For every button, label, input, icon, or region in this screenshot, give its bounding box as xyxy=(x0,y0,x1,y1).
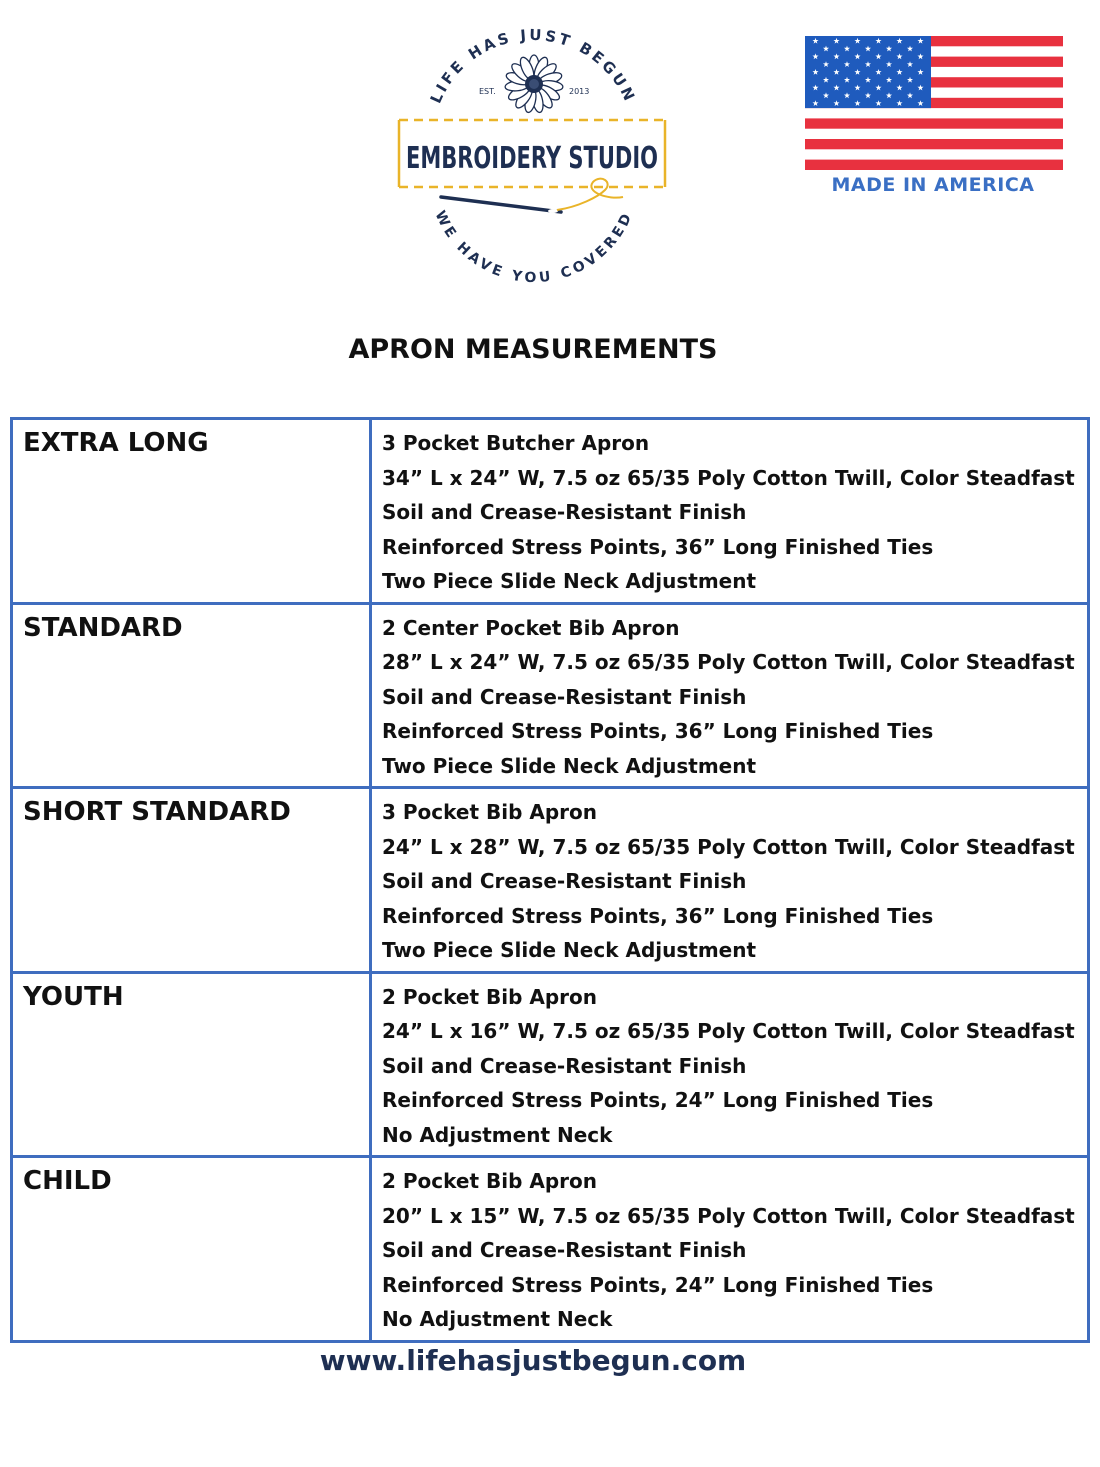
detail-line: 2 Center Pocket Bib Apron xyxy=(382,615,680,640)
detail-line: 3 Pocket Butcher Apron xyxy=(382,431,650,455)
size-name: STANDARD xyxy=(23,612,183,643)
size-name-cell xyxy=(12,603,371,788)
detail-line: Soil and Crease-Resistant Finish xyxy=(382,684,747,709)
size-details-cell xyxy=(371,603,1089,788)
size-row xyxy=(12,419,1089,604)
svg-text:2013: 2013 xyxy=(569,87,590,96)
detail-line: Two Piece Slide Neck Adjustment xyxy=(382,938,757,962)
size-row xyxy=(12,603,1089,788)
detail-line: Two Piece Slide Neck Adjustment xyxy=(382,569,757,593)
size-details-cell xyxy=(371,788,1089,973)
website-url: www.lifehasjustbegun.com xyxy=(319,1344,747,1377)
size-row xyxy=(12,1157,1089,1342)
svg-text:LIFE HAS JUST BEGUN: LIFE HAS JUST BEGUN xyxy=(426,25,640,107)
size-name: CHILD xyxy=(23,1166,112,1196)
svg-text:WE HAVE YOU COVERED: WE HAVE YOU COVERED xyxy=(431,208,637,284)
logo-graphic xyxy=(393,22,671,284)
size-name-cell xyxy=(12,788,371,973)
detail-line: 20” L x 15” W, 7.5 oz 65/35 Poly Cotton Twill, Color Steadfast xyxy=(382,1203,1075,1228)
apron-measurements-table xyxy=(10,417,1090,1343)
detail-line: Soil and Crease-Resistant Finish xyxy=(382,1053,747,1078)
made-in-america-badge xyxy=(800,36,1066,196)
detail-line: No Adjustment Neck xyxy=(382,1307,613,1331)
page-title: APRON MEASUREMENTS xyxy=(348,334,718,365)
size-name-cell xyxy=(12,972,371,1157)
detail-line: Two Piece Slide Neck Adjustment xyxy=(382,753,757,778)
svg-text:EMBROIDERY STUDIO: EMBROIDERY STUDIO xyxy=(406,141,658,176)
detail-line: 2 Pocket Bib Apron xyxy=(382,984,597,1009)
size-details-cell xyxy=(371,419,1089,604)
detail-line: Soil and Crease-Resistant Finish xyxy=(382,869,747,893)
detail-line: Soil and Crease-Resistant Finish xyxy=(382,1238,747,1262)
size-name: EXTRA LONG xyxy=(23,428,209,458)
detail-line: 24” L x 28” W, 7.5 oz 65/35 Poly Cotton Twill, Color Steadfast xyxy=(382,834,1075,859)
detail-line: 24” L x 16” W, 7.5 oz 65/35 Poly Cotton Twill, Color Steadfast xyxy=(382,1019,1075,1043)
made-in-america-label: MADE IN AMERICA xyxy=(831,174,1035,196)
detail-line: 34” L x 24” W, 7.5 oz 65/35 Poly Cotton Twill, Color Steadfast xyxy=(382,465,1075,490)
detail-line: No Adjustment Neck xyxy=(382,1122,613,1147)
size-row xyxy=(12,972,1089,1157)
detail-line: 28” L x 24” W, 7.5 oz 65/35 Poly Cotton Twill, Color Steadfast xyxy=(382,650,1075,674)
detail-line: 2 Pocket Bib Apron xyxy=(382,1169,597,1193)
sunflower-icon xyxy=(505,55,564,113)
size-name-cell xyxy=(12,419,371,604)
detail-line: Reinforced Stress Points, 24” Long Finished Ties xyxy=(382,1272,934,1297)
size-name: YOUTH xyxy=(23,981,124,1012)
size-details-cell xyxy=(371,1157,1089,1342)
detail-line: Reinforced Stress Points, 36” Long Finished Ties xyxy=(382,903,934,928)
us-flag-icon xyxy=(805,36,1063,170)
svg-text:EST.: EST. xyxy=(479,87,496,96)
detail-line: Soil and Crease-Resistant Finish xyxy=(382,500,747,524)
embroidery-studio-logo xyxy=(393,22,671,284)
detail-line: Reinforced Stress Points, 24” Long Finished Ties xyxy=(382,1088,934,1112)
size-name: SHORT STANDARD xyxy=(23,797,291,827)
size-name-cell xyxy=(12,1157,371,1342)
needle-icon xyxy=(441,179,623,213)
detail-line: Reinforced Stress Points, 36” Long Finished Ties xyxy=(382,719,934,743)
size-row xyxy=(12,788,1089,973)
size-details-cell xyxy=(371,972,1089,1157)
detail-line: Reinforced Stress Points, 36” Long Finished Ties xyxy=(382,534,934,559)
detail-line: 3 Pocket Bib Apron xyxy=(382,800,597,824)
